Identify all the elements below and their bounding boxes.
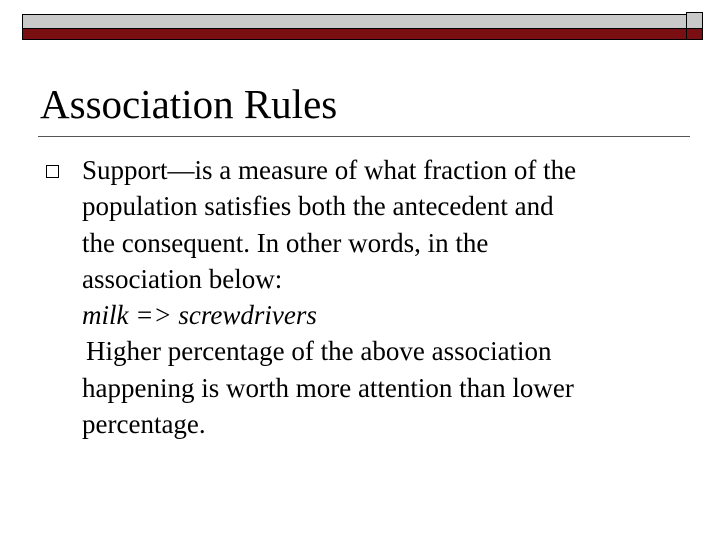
bullet-line: association below: [82, 263, 283, 294]
note-line: happening is worth more attention than lower [82, 372, 574, 403]
bullet-line: the consequent. In other words, in the [82, 227, 489, 258]
header-decor-corner-red-stripe [687, 28, 702, 39]
bullet-line: Support—is a measure of what fraction of the [82, 155, 577, 185]
header-decor-bar [22, 14, 688, 40]
slide-title: Association Rules [40, 81, 338, 127]
bullet-line: population satisfies both the antecedent and [82, 191, 554, 222]
note-line: Higher percentage of the above association [86, 336, 552, 367]
slide-body [82, 152, 682, 442]
header-decor-corner-square [686, 12, 703, 40]
example-rule: milk => screwdrivers [82, 300, 317, 331]
note-line: percentage. [82, 409, 206, 440]
header-decor-red-stripe [23, 28, 687, 39]
hollow-square-bullet-icon [46, 165, 59, 178]
title-divider [38, 136, 690, 137]
